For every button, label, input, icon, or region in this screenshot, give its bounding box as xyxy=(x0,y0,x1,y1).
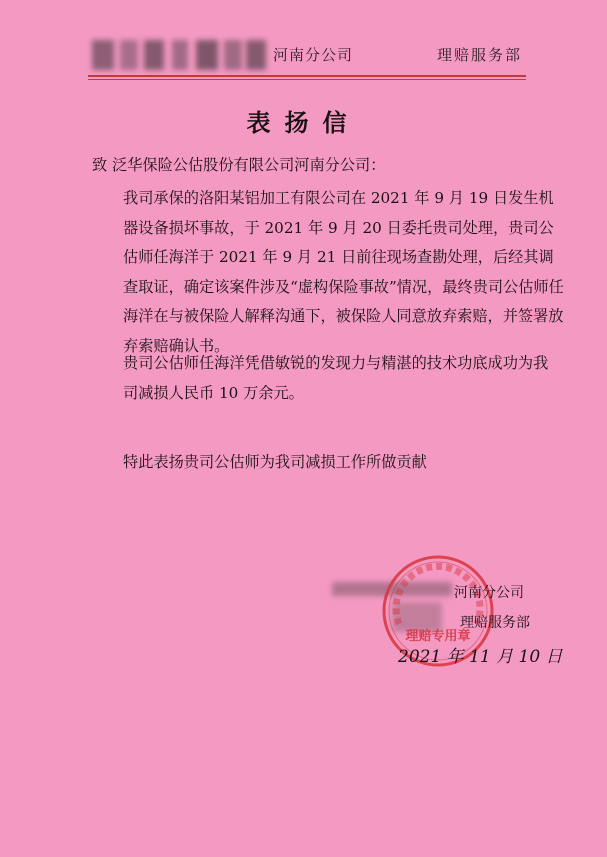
letter-title: 表扬信 xyxy=(246,109,361,137)
signature-date: 2021 年 11 月 10 日 xyxy=(398,647,563,667)
header-rule-thin xyxy=(88,79,526,80)
signature-department: 理赔服务部 xyxy=(460,615,530,631)
signature-branch: 河南分公司 xyxy=(454,585,524,601)
header-rule-thick xyxy=(88,75,526,77)
seal-text: 理赔专用章 xyxy=(405,629,471,644)
body-paragraph-1: 我司承保的洛阳某铝加工有限公司在 2021 年 9 月 19 日发生机器设备损坏事故，于 2021 年 9 月 20 日委托贵司处理，贵司公估师任海洋于 2021 年 9 月 21 日前往现场查勘处理，后经其调查取证，确定该案件涉及“虚构保险事故”情况，最终贵司公估师任海洋在与被保险人解释沟通下，被保险人同意放弃索赔，并签署放弃索赔确认书。 xyxy=(123,189,564,355)
salutation: 致 泛华保险公估股份有限公司河南分公司： xyxy=(92,156,386,174)
redacted-company-name xyxy=(92,40,270,70)
body-paragraph-3: 特此表扬贵司公估师为我司减损工作所做贡献 xyxy=(123,453,427,471)
header-branch: 河南分公司 xyxy=(273,46,354,64)
header-department: 理赔服务部 xyxy=(437,46,523,64)
body-paragraph-2: 贵司公估师任海洋凭借敏锐的发现力与精湛的技术功底成功为我司减损人民币 10 万余元。 xyxy=(123,354,549,402)
